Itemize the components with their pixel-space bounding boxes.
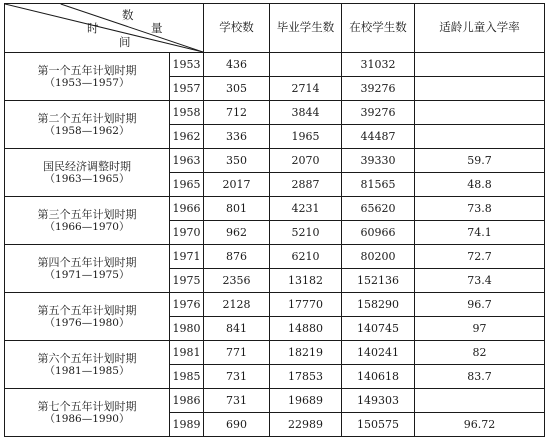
column-header-schools: 学校数: [204, 4, 270, 53]
year-cell: 1970: [170, 221, 204, 245]
year-cell: 1989: [170, 413, 204, 437]
schools-cell: 305: [204, 77, 270, 101]
corner-label-liang: 量: [151, 21, 163, 35]
schools-cell: 841: [204, 317, 270, 341]
period-cell: [5, 245, 170, 293]
table-row: [5, 149, 545, 173]
enrolled-cell: 158290: [342, 293, 415, 317]
schools-cell: 350: [204, 149, 270, 173]
table-row: [5, 389, 545, 413]
rate-cell: 48.8: [415, 173, 545, 197]
year-cell: 1963: [170, 149, 204, 173]
period-cell: [5, 149, 170, 197]
period-name: 国民经济调整时期: [43, 159, 131, 173]
table-row: [5, 245, 545, 269]
period-name: 第六个五年计划时期: [37, 351, 137, 365]
graduates-cell: 6210: [270, 245, 342, 269]
year-cell: 1976: [170, 293, 204, 317]
schools-cell: 2017: [204, 173, 270, 197]
enrolled-cell: 80200: [342, 245, 415, 269]
graduates-cell: 14880: [270, 317, 342, 341]
graduates-cell: 17853: [270, 365, 342, 389]
corner-label-shu: 数: [122, 8, 134, 22]
year-cell: 1980: [170, 317, 204, 341]
enrolled-cell: 44487: [342, 125, 415, 149]
rate-cell: 72.7: [415, 245, 545, 269]
period-years: （1981—1985）: [44, 364, 130, 377]
enrolled-cell: 39276: [342, 77, 415, 101]
schools-cell: 712: [204, 101, 270, 125]
table-row: [5, 341, 545, 365]
schools-cell: 436: [204, 53, 270, 77]
rate-cell: 59.7: [415, 149, 545, 173]
schools-cell: 2356: [204, 269, 270, 293]
corner-label-shi: 时: [87, 21, 99, 35]
period-name: 第七个五年计划时期: [37, 399, 137, 413]
rate-cell: [415, 77, 545, 101]
schools-cell: 336: [204, 125, 270, 149]
table-row: [5, 197, 545, 221]
period-cell: [5, 53, 170, 101]
column-header-graduates: 毕业学生数: [270, 4, 342, 53]
period-cell: [5, 389, 170, 437]
table-body: [5, 53, 545, 437]
period-years: （1986—1990）: [44, 412, 130, 425]
period-name: 第五个五年计划时期: [37, 303, 137, 317]
schools-cell: 2128: [204, 293, 270, 317]
period-years: （1976—1980）: [44, 316, 130, 329]
rate-cell: [415, 101, 545, 125]
enrolled-cell: 65620: [342, 197, 415, 221]
graduates-cell: [270, 53, 342, 77]
enrolled-cell: 150575: [342, 413, 415, 437]
table-row: [5, 293, 545, 317]
year-cell: 1953: [170, 53, 204, 77]
year-cell: 1965: [170, 173, 204, 197]
corner-label-jian: 间: [119, 35, 131, 49]
statistics-table: [4, 3, 545, 437]
rate-cell: 96.7: [415, 293, 545, 317]
graduates-cell: 4231: [270, 197, 342, 221]
rate-cell: 97: [415, 317, 545, 341]
year-cell: 1957: [170, 77, 204, 101]
enrolled-cell: 152136: [342, 269, 415, 293]
year-cell: 1962: [170, 125, 204, 149]
year-cell: 1966: [170, 197, 204, 221]
table-row: [5, 53, 545, 77]
period-cell: [5, 341, 170, 389]
rate-cell: [415, 125, 545, 149]
year-cell: 1985: [170, 365, 204, 389]
period-years: （1958—1962）: [44, 124, 130, 137]
period-cell: [5, 197, 170, 245]
period-name: 第一个五年计划时期: [37, 63, 137, 77]
graduates-cell: 2887: [270, 173, 342, 197]
period-years: （1971—1975）: [44, 268, 130, 281]
period-name: 第四个五年计划时期: [37, 255, 137, 269]
schools-cell: 690: [204, 413, 270, 437]
graduates-cell: 3844: [270, 101, 342, 125]
period-cell: [5, 293, 170, 341]
year-cell: 1981: [170, 341, 204, 365]
graduates-cell: 19689: [270, 389, 342, 413]
graduates-cell: 2714: [270, 77, 342, 101]
enrolled-cell: 31032: [342, 53, 415, 77]
rate-cell: 96.72: [415, 413, 545, 437]
rate-cell: [415, 53, 545, 77]
enrolled-cell: 60966: [342, 221, 415, 245]
enrolled-cell: 39330: [342, 149, 415, 173]
year-cell: 1971: [170, 245, 204, 269]
schools-cell: 731: [204, 365, 270, 389]
graduates-cell: 22989: [270, 413, 342, 437]
period-name: 第三个五年计划时期: [37, 207, 137, 221]
enrolled-cell: 140618: [342, 365, 415, 389]
column-header-enrolled: 在校学生数: [342, 4, 415, 53]
rate-cell: 83.7: [415, 365, 545, 389]
rate-cell: [415, 389, 545, 413]
year-cell: 1975: [170, 269, 204, 293]
period-name: 第二个五年计划时期: [37, 111, 137, 125]
schools-cell: 962: [204, 221, 270, 245]
schools-cell: 771: [204, 341, 270, 365]
graduates-cell: 2070: [270, 149, 342, 173]
enrolled-cell: 81565: [342, 173, 415, 197]
graduates-cell: 17770: [270, 293, 342, 317]
column-header-rate: 适龄儿童入学率: [415, 4, 545, 53]
schools-cell: 801: [204, 197, 270, 221]
enrolled-cell: 140241: [342, 341, 415, 365]
year-cell: 1986: [170, 389, 204, 413]
corner-diagonal-lines: [5, 4, 203, 52]
period-years: （1953—1957）: [44, 76, 130, 89]
period-years: （1966—1970）: [44, 220, 130, 233]
rate-cell: 73.4: [415, 269, 545, 293]
header-corner-cell: [5, 4, 204, 53]
rate-cell: 82: [415, 341, 545, 365]
rate-cell: 73.8: [415, 197, 545, 221]
schools-cell: 731: [204, 389, 270, 413]
period-cell: [5, 101, 170, 149]
graduates-cell: 5210: [270, 221, 342, 245]
graduates-cell: 1965: [270, 125, 342, 149]
enrolled-cell: 149303: [342, 389, 415, 413]
period-years: （1963—1965）: [44, 172, 130, 185]
table-row: [5, 101, 545, 125]
rate-cell: 74.1: [415, 221, 545, 245]
graduates-cell: 18219: [270, 341, 342, 365]
graduates-cell: 13182: [270, 269, 342, 293]
enrolled-cell: 39276: [342, 101, 415, 125]
enrolled-cell: 140745: [342, 317, 415, 341]
header-row: [5, 4, 545, 53]
year-cell: 1958: [170, 101, 204, 125]
schools-cell: 876: [204, 245, 270, 269]
